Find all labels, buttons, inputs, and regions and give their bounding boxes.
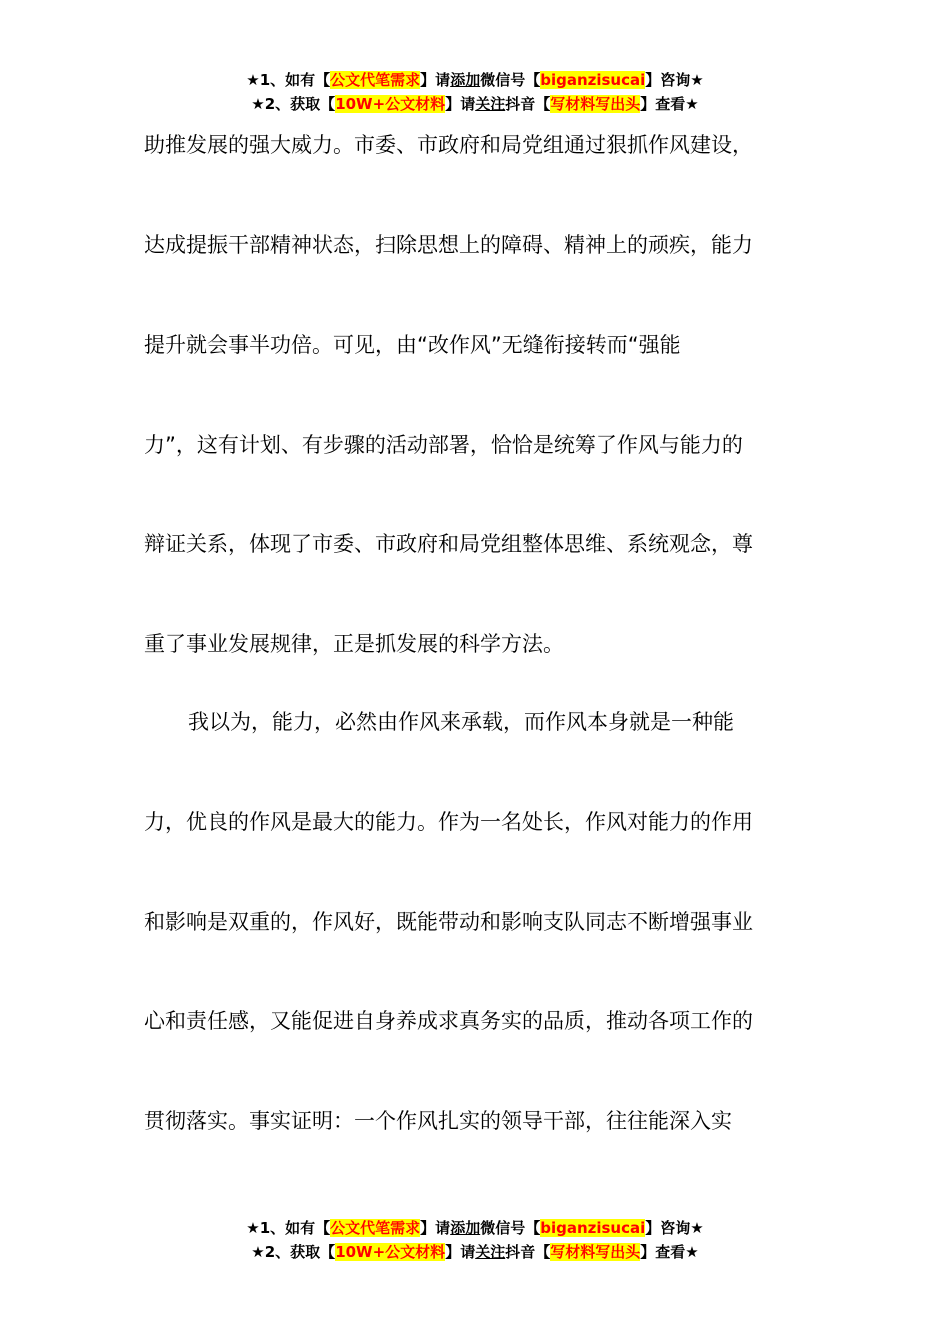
- highlight-materials: 10W+公文材料: [335, 95, 446, 113]
- highlight-service: 公文代笔需求: [330, 1219, 421, 1237]
- footer-banner: [0, 1216, 950, 1264]
- banner-line-1: ★1、如有【公文代笔需求】请添加微信号【biganzisucai】咨询★: [246, 1219, 704, 1237]
- banner-line-2: ★2、获取【10W+公文材料】请关注抖音【写材料写出头】查看★: [251, 95, 699, 113]
- text-line: 助推发展的强大威力。市委、市政府和局党组通过狠抓作风建设，: [144, 133, 753, 157]
- banner-line-1: ★1、如有【公文代笔需求】请添加微信号【biganzisucai】咨询★: [246, 71, 704, 89]
- highlight-douyin-account: 写材料写出头: [550, 95, 641, 113]
- text-line: 辩证关系，体现了市委、市政府和局党组整体思维、系统观念，尊: [144, 532, 753, 556]
- banner-line-2: ★2、获取【10W+公文材料】请关注抖音【写材料写出头】查看★: [251, 1243, 699, 1261]
- highlight-service: 公文代笔需求: [330, 71, 421, 89]
- text-line: 心和责任感，又能促进自身养成求真务实的品质，推动各项工作的: [144, 1009, 753, 1033]
- text-line: 力，优良的作风是最大的能力。作为一名处长，作风对能力的作用: [144, 810, 753, 834]
- text-line: 达成提振干部精神状态，扫除思想上的障碍、精神上的顽疾，能力: [144, 233, 753, 257]
- header-banner: [0, 68, 950, 116]
- highlight-wechat-id: biganzisucai: [540, 1219, 646, 1237]
- highlight-wechat-id: biganzisucai: [540, 71, 646, 89]
- text-line: 重了事业发展规律，正是抓发展的科学方法。: [144, 632, 564, 656]
- highlight-douyin-account: 写材料写出头: [550, 1243, 641, 1261]
- paragraph-start-line: 我以为，能力，必然由作风来承载，而作风本身就是一种能: [188, 710, 734, 734]
- highlight-materials: 10W+公文材料: [335, 1243, 446, 1261]
- text-line: 提升就会事半功倍。可见，由“改作风”无缝衔接转而“强能: [144, 333, 681, 357]
- text-line: 力”，这有计划、有步骤的活动部署，恰恰是统筹了作风与能力的: [144, 433, 743, 457]
- text-line: 贯彻落实。事实证明：一个作风扎实的领导干部，往往能深入实: [144, 1109, 732, 1133]
- text-line: 和影响是双重的，作风好，既能带动和影响支队同志不断增强事业: [144, 910, 753, 934]
